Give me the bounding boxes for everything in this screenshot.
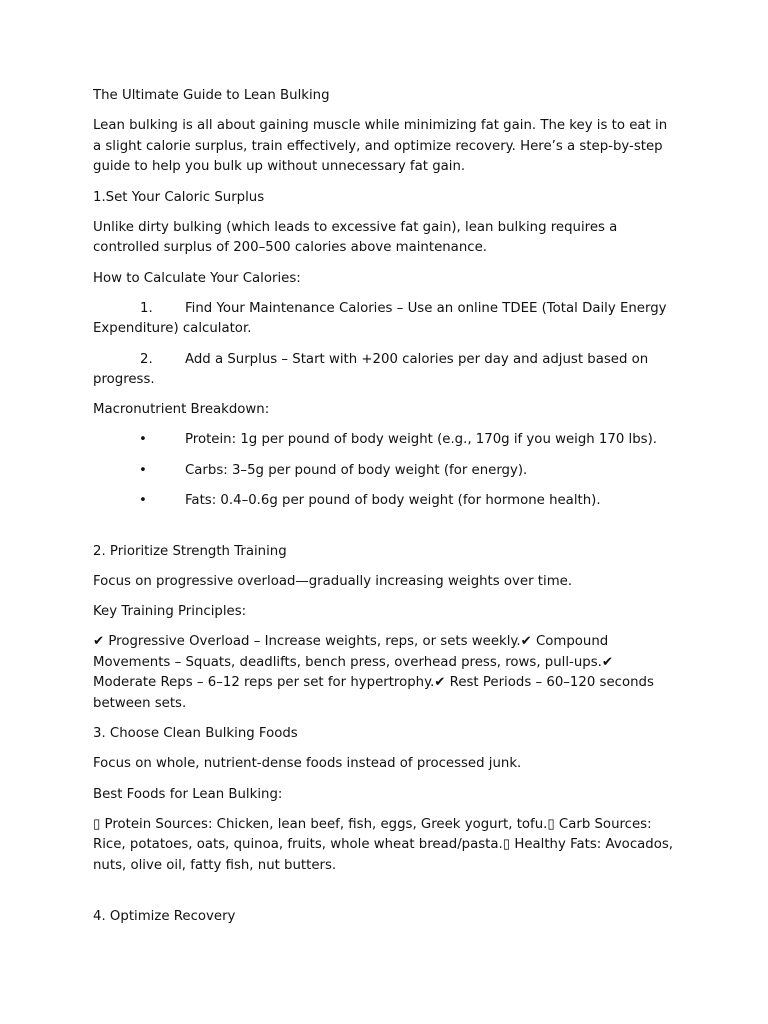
numbered-step bbox=[93, 350, 673, 391]
intro-paragraph: Lean bulking is all about gaining muscle while minimizing fat gain. The key is to eat in a slight calorie surplus, train effectively, and optimize recovery. Here’s a step-by-step guide to help you bulk up without unnecessary fat gain. bbox=[93, 118, 668, 175]
step-number: 2. bbox=[140, 351, 153, 367]
bullet-text: Fats: 0.4–0.6g per pound of body weight (for hormone health). bbox=[185, 492, 601, 508]
blank-line bbox=[93, 886, 673, 907]
bullet-item bbox=[93, 491, 673, 512]
macronutrient-heading: Macronutrient Breakdown: bbox=[93, 402, 270, 418]
bullet-icon: • bbox=[139, 432, 147, 448]
section-2-paragraph: Focus on progressive overload—gradually increasing weights over time. bbox=[93, 573, 573, 589]
step-text: Find Your Maintenance Calories – Use an online TDEE (Total Daily Energy Expenditure) calculator. bbox=[93, 300, 667, 337]
section-3-heading: 3. Choose Clean Bulking Foods bbox=[93, 726, 298, 742]
step-text: Add a Surplus – Start with +200 calories per day and adjust based on progress. bbox=[93, 351, 649, 388]
bullet-item bbox=[93, 430, 673, 451]
document-page bbox=[93, 86, 673, 937]
bullet-icon: • bbox=[139, 492, 147, 508]
training-principles-text: ✔ Progressive Overload – Increase weights, reps, or sets weekly.✔ Compound Movements – Squats, deadlifts, bench press, overhead press, rows, pull-ups.✔ Moderate Reps – 6–12 reps per set for hypertrophy.✔ Rest Periods – 60–120 seconds between sets. bbox=[93, 634, 654, 711]
bullet-text: Protein: 1g per pound of body weight (e.g., 170g if you weigh 170 lbs). bbox=[185, 432, 658, 448]
blank-line bbox=[93, 521, 673, 542]
bullet-text: Carbs: 3–5g per pound of body weight (for energy). bbox=[185, 462, 528, 478]
section-1-paragraph: Unlike dirty bulking (which leads to excessive fat gain), lean bulking requires a controlled surplus of 200–500 calories above maintenance. bbox=[93, 219, 618, 256]
section-1-heading: 1.Set Your Caloric Surplus bbox=[93, 189, 265, 205]
training-principles-heading: Key Training Principles: bbox=[93, 604, 247, 619]
best-foods-heading: Best Foods for Lean Bulking: bbox=[93, 786, 283, 802]
document-title: The Ultimate Guide to Lean Bulking bbox=[93, 88, 330, 103]
best-foods-text: ▯ Protein Sources: Chicken, lean beef, fish, eggs, Greek yogurt, tofu.▯ Carb Sources: Rice, potatoes, oats, quinoa, fruits, whole wheat bread/pasta.▯ Healthy Fats: Avocados, nuts, olive oil, fatty fish, nut butters. bbox=[93, 816, 674, 873]
step-number: 1. bbox=[140, 300, 153, 316]
section-2-heading: 2. Prioritize Strength Training bbox=[93, 543, 287, 559]
calculate-calories-heading: How to Calculate Your Calories: bbox=[93, 270, 301, 286]
section-3-paragraph: Focus on whole, nutrient-dense foods instead of processed junk. bbox=[93, 756, 522, 772]
bullet-item bbox=[93, 461, 673, 482]
bullet-icon: • bbox=[139, 462, 147, 478]
numbered-step bbox=[93, 299, 673, 340]
section-4-heading: 4. Optimize Recovery bbox=[93, 908, 236, 924]
